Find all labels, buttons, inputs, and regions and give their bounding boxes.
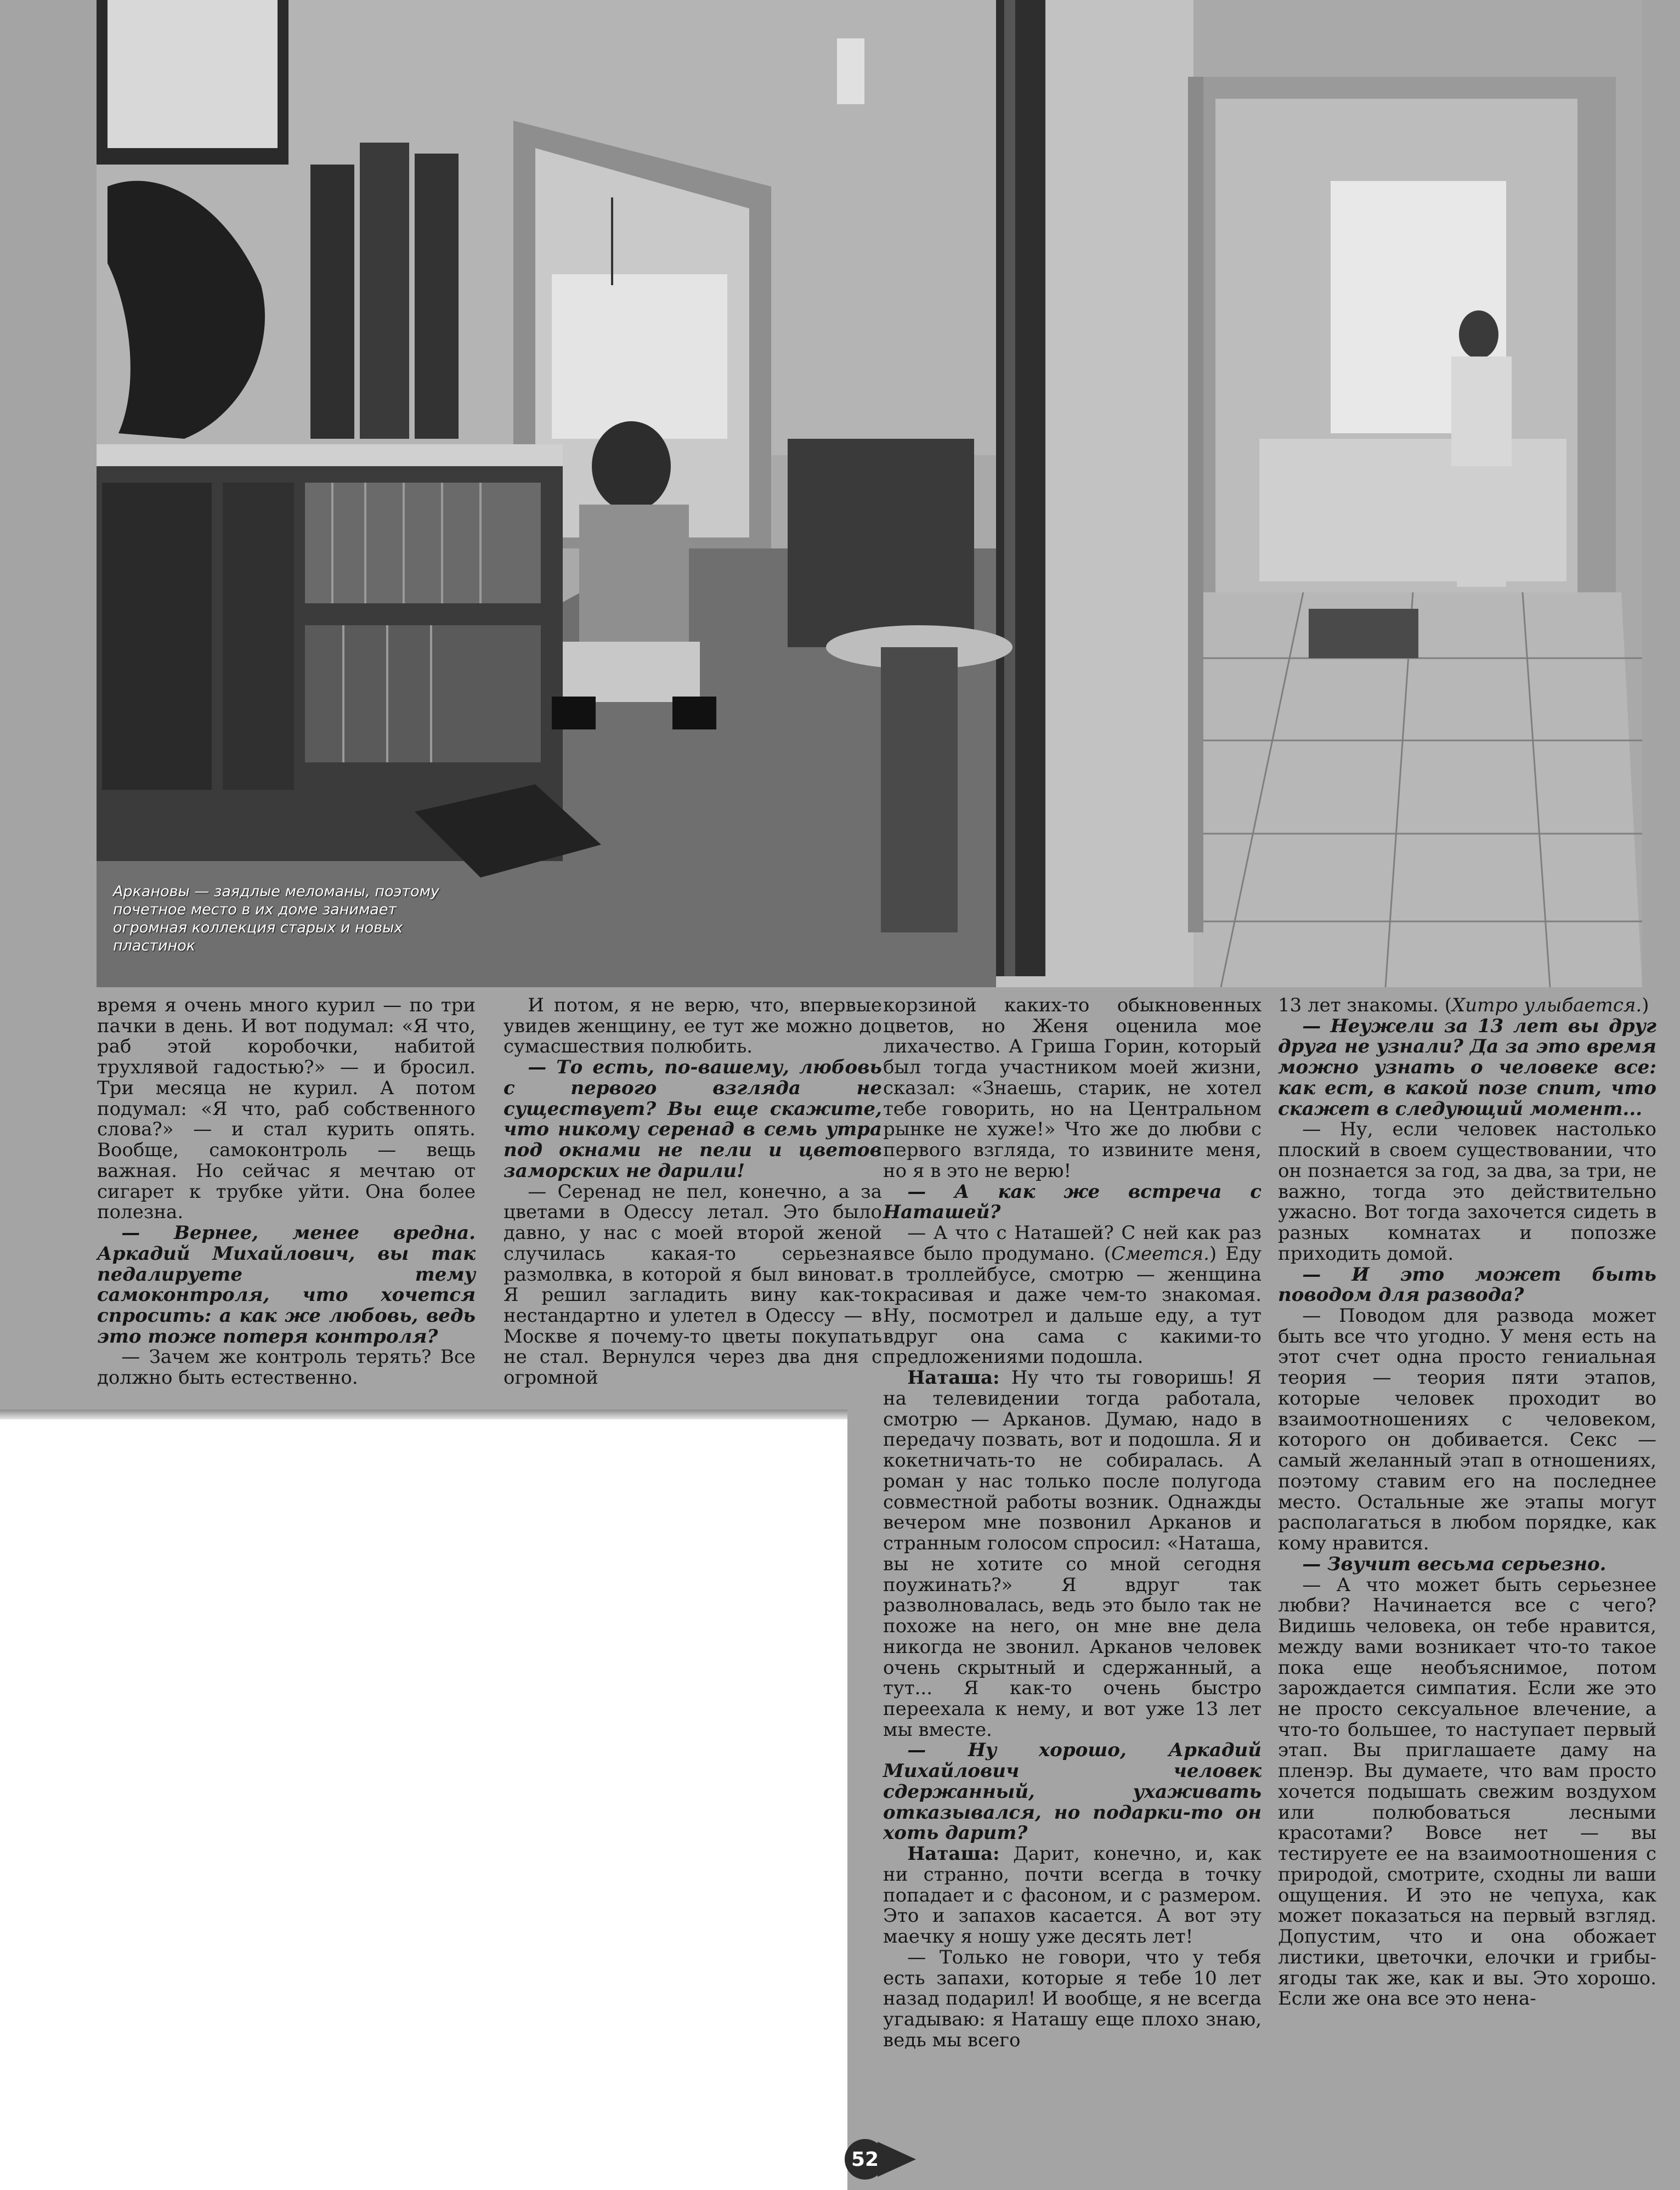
text-run: ) Еду в троллейбусе, смотрю — женщина красивая и даже чем-то знакомая. Ну, посмотрел и дальше еду, а тут вдруг она сама с какими-то предложениями подошла.: [883, 1242, 1262, 1368]
text-run: Ну что ты говоришь! Я на телевидении тогда работала, смотрю — Арканов. Думаю, надо в передачу позвать, вот и подошла. Я и кокетничать-то не собиралась. А роман у нас только после полугода совместной работы возник. Однажды вечером мне позвонил Арканов и странным голосом спросил: «Наташа, вы не хотите со мной сегодня поужинать?» Я вдруг так разволновалась, ведь это было так не похоже на него, он мне вне дела никогда не звонил. Арканов человек очень скрытный и сдержанный, а тут... Я как-то очень быстро переехала к нему, и вот уже 13 лет мы вместе.: [883, 1367, 1262, 1741]
stage-remark: Хитро улыбается.: [1452, 994, 1642, 1016]
interviewer-question: — Неужели за 13 лет вы друг друга не узнали? Да за это время можно узнать о человеке все: как ест, в какой позе спит, что скажет в следующий момент...: [1278, 1015, 1656, 1120]
text-run: 13 лет знакомы. (: [1278, 994, 1452, 1016]
interviewer-question: — Ну хорошо, Аркадий Михайлович человек сдержанный, ухаживать отказывался, но подарки-то он хоть дарит?: [883, 1739, 1262, 1844]
paragraph: — Серенад не пел, конечно, а за цветами в Одессу летал. Это было давно, у нас с моей второй женой случилась какая-то серьезная размолвка, в которой я был виноват. Я решил загладить вину как-то нестандартно и улетел в Одессу — в Москве я почему-то цветы покупать не стал. Вернулся через два дня с огромной: [504, 1180, 882, 1389]
paper-edge: [0, 1410, 847, 1419]
text-run: — А что с Наташей? С ней как раз все было продумано. (: [883, 1222, 1262, 1265]
text-column-4: [1278, 995, 1656, 2010]
interviewer-question: — Вернее, менее вредна. Аркадий Михайлович, вы так педалируете тему самоконтроля, что хочется спросить: а как же любовь, ведь это тоже потеря контроля?: [97, 1222, 476, 1348]
stage-remark: Смеется.: [1111, 1242, 1209, 1265]
interviewer-question: — Звучит весьма серьезно.: [1302, 1553, 1607, 1575]
interior-photo: [97, 0, 1642, 987]
paragraph: [883, 1844, 1262, 1948]
paragraph: — Поводом для развода может быть все что угодно. У меня есть на этот счет одна просто гениальная теория — теория пяти этапов, которые человек проходит во взаимоотношениях с человеком, которого он добивается. Секс — самый желанный этап в отношениях, поэтому ставим его на последнее место. Остальные же этапы могут располагаться в любом порядке, как кому нравится.: [1278, 1305, 1656, 1555]
blank-scan-area: [0, 1415, 847, 2190]
paragraph: — А что может быть серьезнее любви? Начинается все с чего? Видишь человека, он тебе нравится, между вами возникает что-то такое пока еще необъяснимое, потом зарождается симпатия. Если же это не просто сексуальное влечение, а что-то большее, то наступает первый этап. Вы приглашаете даму на пленэр. Вы думаете, что вам просто хочется подышать свежим воздухом или полюбоваться лесными красотами? Вовсе нет — вы тестируете ее на взаимоотношения с природой, смотрите, сходны ли ваши ощущения. И это не чепуха, как может показаться на первый взгляд. Допустим, что и она обожает листики, цветочки, елочки и грибы-ягоды так же, как и вы. Это хорошо. Если же она все это нена-: [1278, 1574, 1656, 2010]
text-run: ): [1642, 994, 1649, 1016]
paragraph: [883, 1223, 1262, 1368]
speaker-name: Наташа:: [907, 1367, 1000, 1389]
text-run: Дарит, конечно, и, как ни странно, почти всегда в точку попадает и с фасоном, и с размером. Это и запахов касается. А вот эту маечку я ношу уже десять лет!: [883, 1843, 1262, 1948]
paragraph: [1278, 995, 1656, 1016]
paragraph: И потом, я не верю, что, впервые увидев женщину, ее тут же можно до сумасшествия полюбить.: [504, 994, 882, 1058]
interviewer-question: — И это может быть поводом для развода?: [1278, 1263, 1656, 1306]
text-column-3: [883, 995, 1262, 2051]
paragraph: время я очень много курил — по три пачки в день. И вот подумал: «Я что, раб этой коробочки, набитой трухлявой гадостью?» — и бросил. Три месяца не курил. А потом подумал: «Я что, раб собственного слова?» — и стал курить опять. Вообще, самоконтроль — вещь важная. Но сейчас я мечтаю от сигарет к трубке уйти. Она более полезна.: [97, 994, 476, 1224]
text-column-1: [97, 995, 476, 1389]
paragraph: — Ну, если человек настолько плоский в своем существовании, что он познается за год, за два, за три, не важно, тогда это действительно ужасно. Вот тогда захочется сидеть в разных комнатах и попозже приходить домой.: [1278, 1118, 1656, 1265]
paragraph: корзиной каких-то обыкновенных цветов, но Женя оценила мое лихачество. А Гриша Горин, который был тогда участником моей жизни, сказал: «Знаешь, старик, не хотел тебе говорить, но на Центральном рынке не хуже!» Что же до любви с первого взгляда, то извините меня, но я в это не верю!: [883, 994, 1262, 1182]
photo-caption: Аркановы — заядлые меломаны, поэтому почетное место в их доме занимает огромная коллекция старых и новых пластинок: [113, 883, 440, 954]
interviewer-question: — А как же встреча с Наташей?: [883, 1180, 1262, 1224]
photo-illustration: [97, 0, 1642, 987]
page-number: 52: [845, 2139, 885, 2180]
speaker-name: Наташа:: [907, 1843, 1000, 1865]
text-column-2: [504, 995, 882, 1389]
paragraph: [883, 1368, 1262, 1740]
interviewer-question: — То есть, по-вашему, любовь с первого взгляда не существует? Вы еще скажите, что никому серенад в семь утра под окнами не пели и цветов заморских не дарили!: [504, 1056, 882, 1182]
paragraph: — Только не говори, что у тебя есть запахи, которые я тебе 10 лет назад подарил! И вообще, я не всегда угадываю: я Наташу еще плохо знаю, ведь мы всего: [883, 1946, 1262, 2051]
paragraph: — Зачем же контроль терять? Все должно быть естественно.: [97, 1346, 476, 1389]
